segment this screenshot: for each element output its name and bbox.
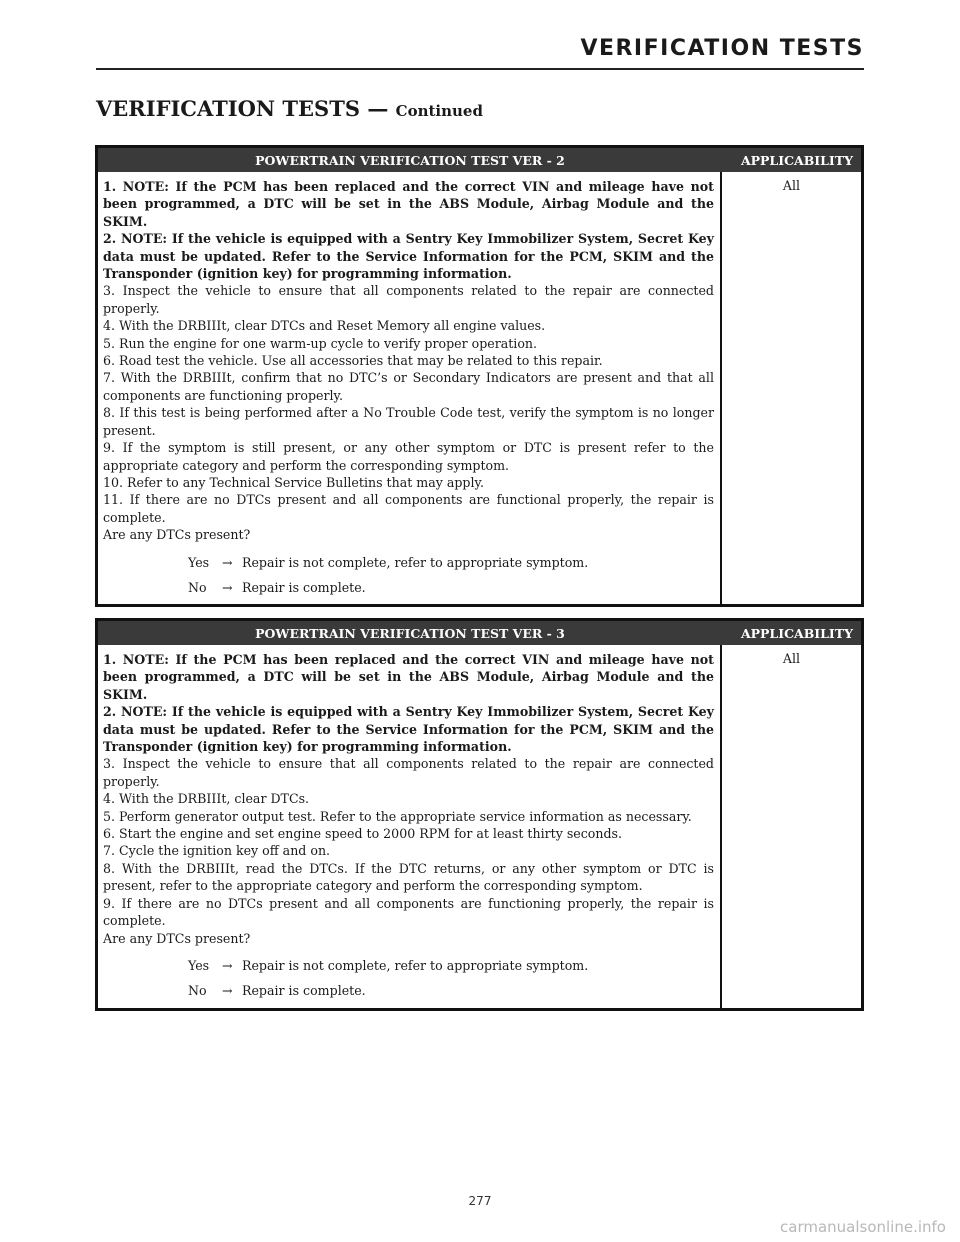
steps-column bbox=[98, 645, 722, 1008]
test-step: Are any DTCs present? bbox=[103, 527, 251, 543]
applicability-value: All bbox=[782, 178, 801, 193]
answer-row bbox=[103, 579, 714, 596]
section-continued: Continued bbox=[395, 102, 483, 120]
answer-text: Repair is complete. bbox=[242, 983, 366, 999]
verification-test-table bbox=[95, 618, 864, 1011]
test-step: 4. With the DRBIIIt, clear DTCs and Reset Memory all engine values. bbox=[103, 318, 546, 334]
answer-text: Repair is not complete, refer to appropriate symptom. bbox=[242, 957, 589, 973]
answer-label: Yes bbox=[188, 957, 210, 973]
answer-label: Yes bbox=[188, 554, 210, 570]
test-step: Are any DTCs present? bbox=[103, 930, 251, 946]
test-step: 11. If there are no DTCs present and all components are functional properly, the repair is complete. bbox=[103, 492, 714, 525]
test-step: 10. Refer to any Technical Service Bulletins that may apply. bbox=[103, 474, 484, 490]
test-step: 7. With the DRBIIIt, confirm that no DTC’s or Secondary Indicators are present and that all components are functioning properly. bbox=[103, 370, 714, 403]
test-step: 7. Cycle the ignition key off and on. bbox=[103, 843, 331, 859]
arrow-right-icon: → bbox=[222, 554, 233, 570]
applicability-value: All bbox=[782, 651, 801, 666]
arrow-right-icon: → bbox=[222, 957, 233, 973]
answer-row bbox=[103, 957, 714, 974]
test-title: POWERTRAIN VERIFICATION TEST VER - 2 bbox=[255, 152, 565, 168]
table-body bbox=[98, 172, 861, 604]
answer-text: Repair is complete. bbox=[242, 579, 366, 595]
test-step: 8. If this test is being performed after a No Trouble Code test, verify the symptom is no longer present. bbox=[103, 405, 714, 438]
test-step: 2. NOTE: If the vehicle is equipped with a Sentry Key Immobilizer System, Secret Key data must be updated. Refer to the Service Information for the PCM, SKIM and the Transponder (ignition key) for programming information. bbox=[103, 231, 714, 282]
section-title-text: VERIFICATION TESTS — bbox=[96, 96, 389, 121]
running-title: VERIFICATION TESTS bbox=[580, 36, 864, 61]
answer-label: No bbox=[188, 983, 207, 999]
test-step: 5. Perform generator output test. Refer to the appropriate service information as necessary. bbox=[103, 808, 692, 824]
test-step: 3. Inspect the vehicle to ensure that all components related to the repair are connected properly. bbox=[103, 756, 714, 789]
verification-test-table bbox=[95, 145, 864, 607]
test-step: 6. Road test the vehicle. Use all accessories that may be related to this repair. bbox=[103, 353, 603, 369]
answer-row bbox=[103, 554, 714, 571]
section-title bbox=[96, 96, 483, 121]
test-title: POWERTRAIN VERIFICATION TEST VER - 3 bbox=[255, 625, 565, 641]
watermark: carmanualsonline.info bbox=[780, 1218, 946, 1236]
test-step: 9. If there are no DTCs present and all components are functioning properly, the repair is complete. bbox=[103, 895, 714, 929]
applicability-header: APPLICABILITY bbox=[740, 152, 853, 168]
test-step: 2. NOTE: If the vehicle is equipped with a Sentry Key Immobilizer System, Secret Key data must be updated. Refer to the Service Information for the PCM, SKIM and the Transponder (ignition key) for programming information. bbox=[103, 704, 714, 755]
test-step: 1. NOTE: If the PCM has been replaced and the correct VIN and mileage have not been programmed, a DTC will be set in the ABS Module, Airbag Module and the SKIM. bbox=[103, 652, 714, 702]
answer-row bbox=[103, 982, 714, 999]
running-header bbox=[96, 34, 864, 70]
answer-text: Repair is not complete, refer to appropriate symptom. bbox=[242, 554, 589, 570]
steps-column bbox=[98, 172, 722, 604]
page-number: 277 bbox=[468, 1194, 492, 1208]
table-header bbox=[98, 621, 861, 645]
table-body bbox=[98, 645, 861, 1008]
test-step: 6. Start the engine and set engine speed to 2000 RPM for at least thirty seconds. bbox=[103, 826, 623, 842]
arrow-right-icon: → bbox=[222, 983, 233, 999]
test-step: 4. With the DRBIIIt, clear DTCs. bbox=[103, 791, 310, 807]
test-step: 1. NOTE: If the PCM has been replaced and the correct VIN and mileage have not been programmed, a DTC will be set in the ABS Module, Airbag Module and the SKIM. bbox=[103, 179, 714, 229]
test-step: 9. If the symptom is still present, or any other symptom or DTC is present refer to the appropriate category and perform the corresponding symptom. bbox=[103, 440, 714, 473]
applicability-header: APPLICABILITY bbox=[740, 625, 853, 641]
table-header bbox=[98, 148, 861, 172]
test-step: 3. Inspect the vehicle to ensure that all components related to the repair are connected properly. bbox=[103, 283, 714, 316]
test-step: 8. With the DRBIIIt, read the DTCs. If the DTC returns, or any other symptom or DTC is present, refer to the appropriate category and perform the corresponding symptom. bbox=[103, 860, 714, 894]
arrow-right-icon: → bbox=[222, 579, 233, 595]
answer-label: No bbox=[188, 579, 207, 595]
test-step: 5. Run the engine for one warm-up cycle to verify proper operation. bbox=[103, 335, 538, 351]
